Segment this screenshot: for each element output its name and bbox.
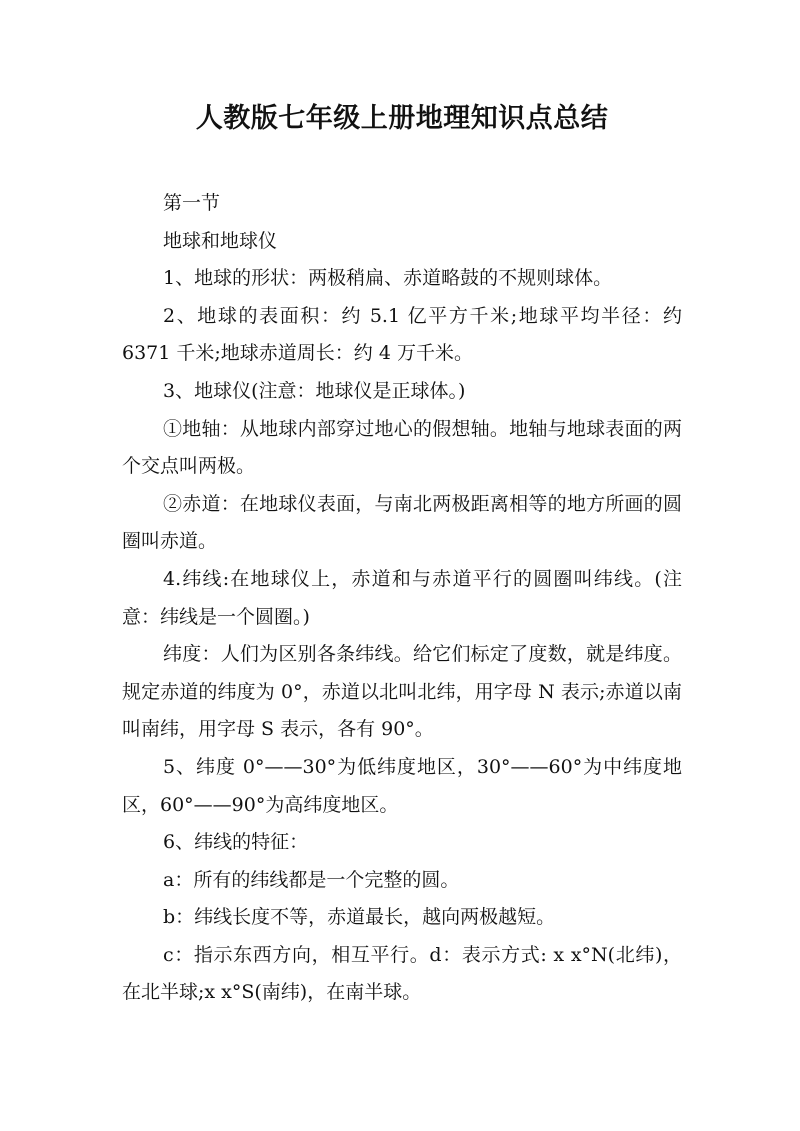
paragraph: 4.纬线:在地球仪上，赤道和与赤道平行的圆圈叫纬线。(注意：纬线是一个圆圈。) <box>122 567 682 628</box>
paragraph: 2、地球的表面积：约 5.1 亿平方千米;地球平均半径：约 6371 千米;地球赤道周长：约 4 万千米。 <box>122 304 682 365</box>
paragraph: b：纬线长度不等，赤道最长，越向两极越短。 <box>163 906 556 929</box>
section-subheading: 地球和地球仪 <box>163 229 278 252</box>
paragraph: 1、地球的形状：两极稍扁、赤道略鼓的不规则球体。 <box>163 267 613 290</box>
paragraph: a：所有的纬线都是一个完整的圆。 <box>163 868 460 891</box>
paragraph: 5、纬度 0°——30°为低纬度地区，30°——60°为中纬度地区，60°——90°为高纬度地区。 <box>122 755 682 816</box>
paragraph: ②赤道：在地球仪表面，与南北两极距离相等的地方所画的圆圈叫赤道。 <box>122 492 682 553</box>
document-body <box>122 185 682 1012</box>
paragraph: c：指示东西方向，相互平行。d：表示方式: x x°N(北纬)，在北半球;x x°S(南纬)，在南半球。 <box>122 943 682 1004</box>
paragraph: ①地轴：从地球内部穿过地心的假想轴。地轴与地球表面的两个交点叫两极。 <box>122 417 682 478</box>
paragraph: 纬度：人们为区别各条纬线。给它们标定了度数，就是纬度。规定赤道的纬度为 0°，赤道以北叫北纬，用字母 N 表示;赤道以南叫南纬，用字母 S 表示，各有 90°。 <box>122 643 682 741</box>
paragraph: 3、地球仪(注意：地球仪是正球体。) <box>163 379 466 402</box>
page-title: 人教版七年级上册地理知识点总结 <box>195 103 609 134</box>
section-heading: 第一节 <box>163 192 221 214</box>
paragraph: 6、纬线的特征： <box>163 831 309 854</box>
